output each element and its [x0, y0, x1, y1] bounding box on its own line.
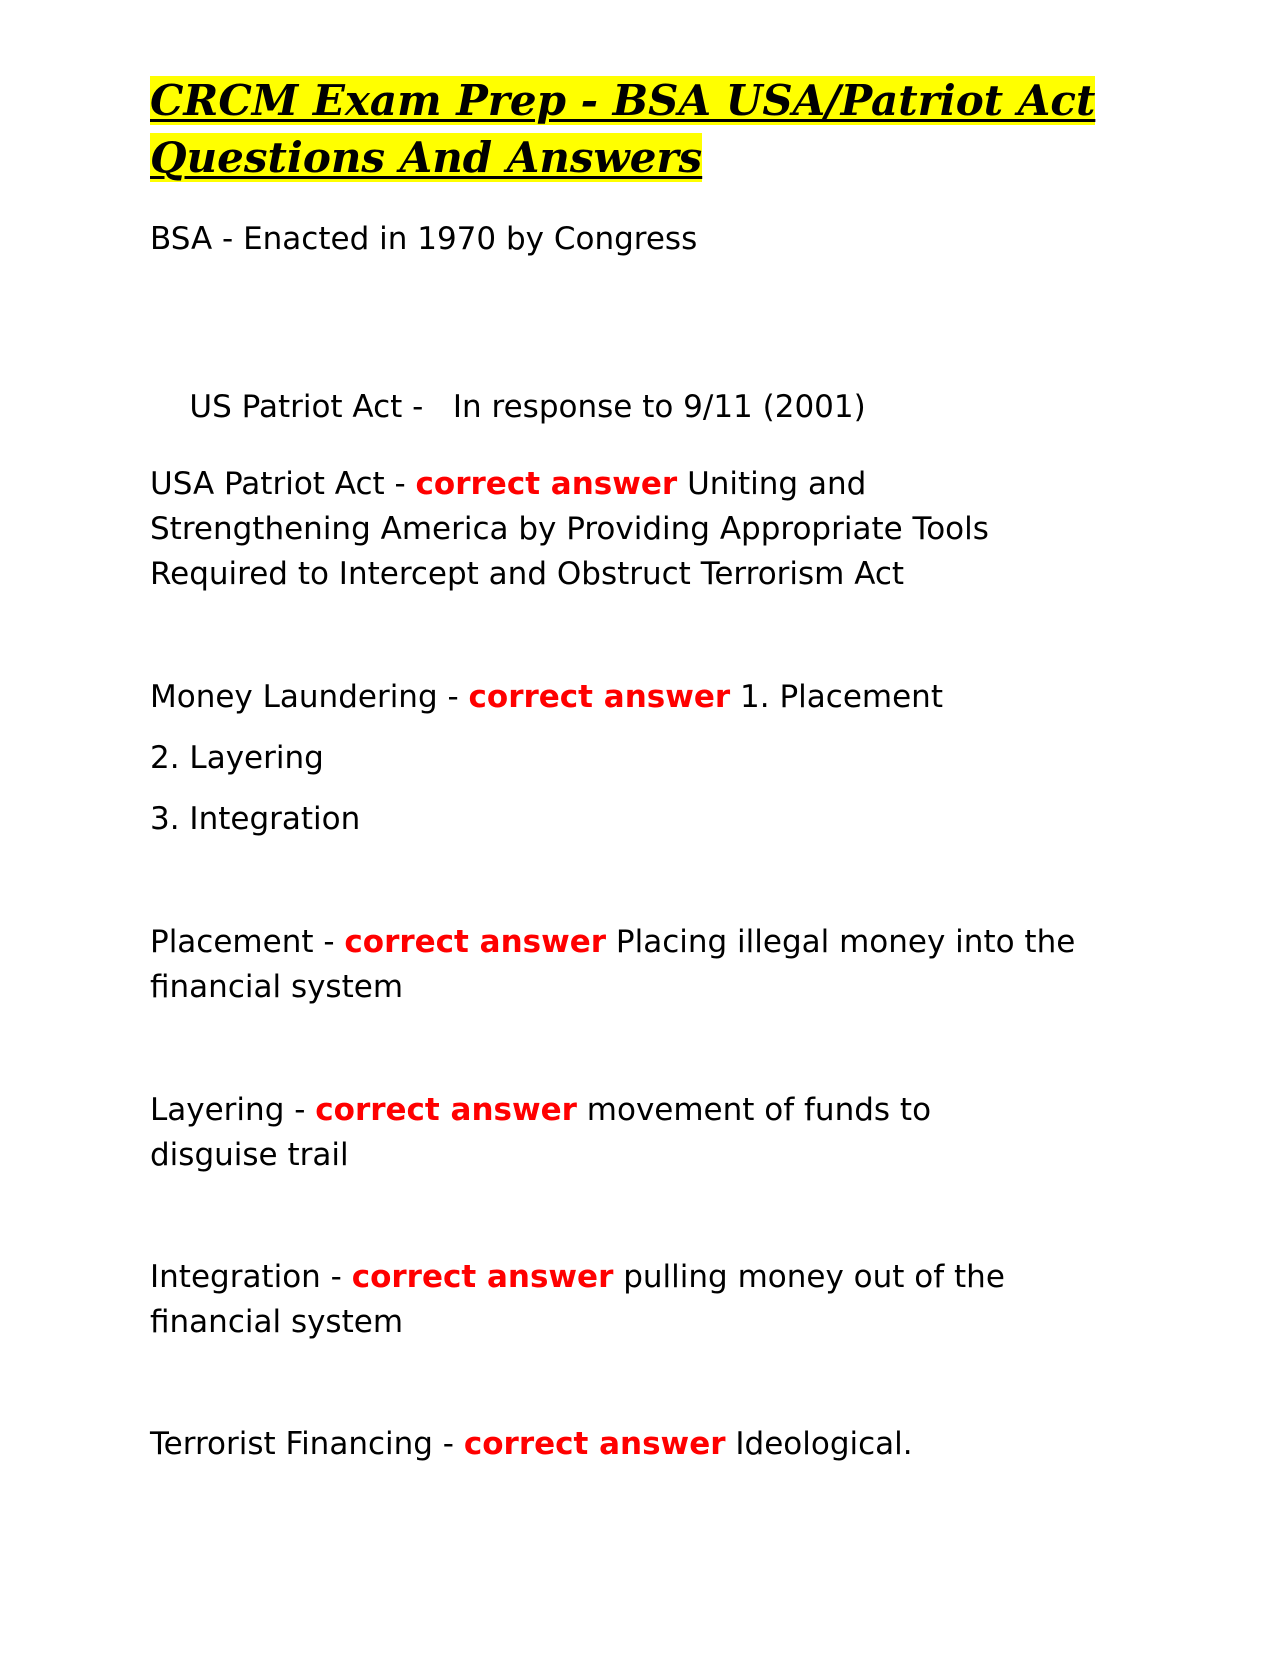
title-line-2: Questions And Answers: [150, 133, 703, 182]
entry-bsa: [150, 217, 697, 262]
money-laundering-step-3: 3. Integration: [150, 801, 361, 837]
entry-answer: movement of funds to disguise trail: [150, 1092, 932, 1173]
entry-term: US Patriot Act - In response to 9/11 (2001): [189, 389, 866, 425]
correct-answer-label: correct answer: [463, 1426, 726, 1462]
correct-answer-label: correct answer: [315, 1092, 577, 1128]
entry-answer: Uniting and Strengthening America by Providing Appropriate Tools Required to Intercept and Obstruct Terrorism Act: [150, 466, 989, 592]
entry-us-patriot-act: [150, 340, 866, 475]
entry-answer: pulling money out of the financial system: [150, 1259, 1005, 1340]
entry-answer: Placing illegal money into the financial system: [150, 924, 1076, 1005]
money-laundering-step-2: 2. Layering: [150, 740, 324, 776]
entry-term: Integration -: [150, 1259, 352, 1295]
entry-term: Terrorist Financing -: [150, 1426, 464, 1462]
entry-integration: [150, 1255, 1090, 1345]
document-page: [150, 72, 1130, 1462]
correct-answer-label: correct answer: [344, 924, 607, 960]
entry-money-laundering: [150, 675, 943, 720]
entry-term: BSA - Enacted in 1970 by Congress: [150, 221, 698, 257]
entry-term: Placement -: [150, 924, 345, 960]
entry-layering: [150, 1088, 1010, 1178]
correct-answer-label: correct answer: [468, 679, 731, 715]
entry-term: Layering -: [150, 1092, 316, 1128]
entry-term: USA Patriot Act -: [150, 466, 416, 502]
entry-usa-patriot-act: [150, 462, 1050, 597]
entry-answer: Ideological.: [735, 1426, 913, 1462]
entry-terrorist-financing: [150, 1422, 913, 1467]
title-line-1: CRCM Exam Prep - BSA USA/Patriot Act: [150, 76, 1096, 125]
entry-answer: 1. Placement: [740, 679, 943, 715]
entry-term: Money Laundering -: [150, 679, 469, 715]
correct-answer-label: correct answer: [415, 466, 678, 502]
document-title: [150, 72, 1130, 186]
correct-answer-label: correct answer: [351, 1259, 614, 1295]
entry-placement: [150, 920, 1090, 1010]
